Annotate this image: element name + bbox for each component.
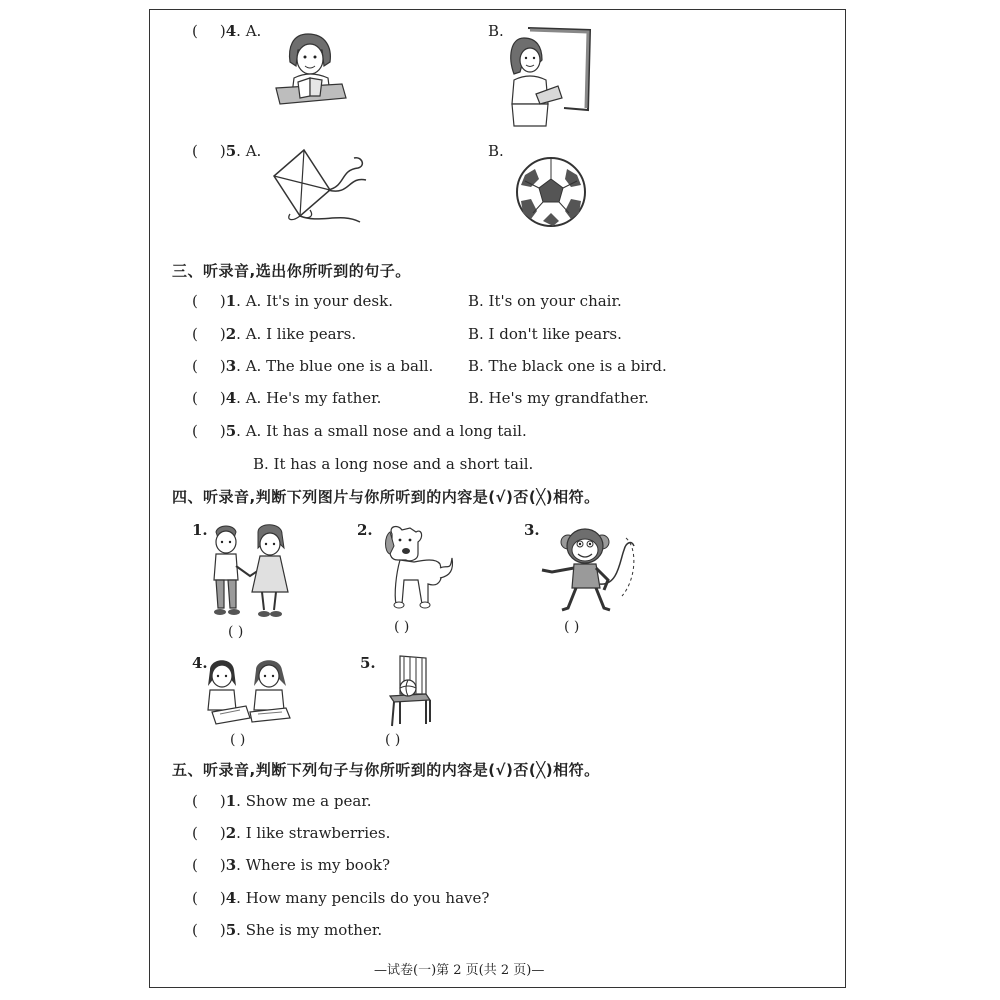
answer-paren-p3-q1[interactable]: ( )1. A. It's in your desk. bbox=[192, 292, 393, 310]
answer-paren-p5-q5[interactable]: ( )5. She is my mother. bbox=[192, 921, 383, 939]
girls-reading-icon bbox=[206, 656, 296, 726]
monkey-icon bbox=[538, 520, 638, 616]
option-b-label: B. bbox=[488, 22, 504, 40]
answer-paren-p5-q1[interactable]: ( )1. Show me a pear. bbox=[192, 792, 372, 810]
option-b-text: B. It's on your chair. bbox=[468, 292, 622, 310]
answer-paren-p3-q5[interactable]: ( )5. A. It has a small nose and a long tail. bbox=[192, 422, 527, 440]
picture-number: 4. bbox=[192, 654, 208, 672]
answer-paren-p3-q2[interactable]: ( )2. A. I like pears. bbox=[192, 325, 357, 343]
picture-number: 5. bbox=[360, 654, 376, 672]
soccer-ball-icon bbox=[515, 155, 587, 229]
teacher-blackboard-icon bbox=[506, 24, 594, 128]
page-footer: —试卷(一)第 2 页(共 2 页)— bbox=[374, 963, 545, 978]
picture-number: 3. bbox=[524, 521, 540, 539]
answer-paren-p2-q4[interactable]: ( )4. A. bbox=[192, 22, 262, 40]
answer-paren-p5-q4[interactable]: ( )4. How many pencils do you have? bbox=[192, 889, 490, 907]
picture-number: 1. bbox=[192, 521, 208, 539]
answer-paren-p4-4[interactable]: ( ) bbox=[230, 732, 246, 748]
answer-paren-p5-q2[interactable]: ( )2. I like strawberries. bbox=[192, 824, 391, 842]
section-heading-part3: 三、听录音,选出你所听到的句子。 bbox=[172, 262, 411, 280]
children-handshake-icon bbox=[208, 522, 292, 622]
option-b-text: B. I don't like pears. bbox=[468, 325, 622, 343]
answer-paren-p5-q3[interactable]: ( )3. Where is my book? bbox=[192, 856, 390, 874]
answer-paren-p4-3[interactable]: ( ) bbox=[564, 619, 580, 635]
girl-reading-icon bbox=[270, 26, 350, 106]
kite-icon bbox=[270, 146, 370, 230]
answer-paren-p4-1[interactable]: ( ) bbox=[228, 624, 244, 640]
option-b-label: B. bbox=[488, 142, 504, 160]
option-b-text: B. The black one is a bird. bbox=[468, 357, 667, 375]
section-heading-part4: 四、听录音,判断下列图片与你所听到的内容是(√)否(╳)相符。 bbox=[172, 488, 600, 506]
option-b-text: B. It has a long nose and a short tail. bbox=[253, 455, 534, 473]
answer-paren-p3-q4[interactable]: ( )4. A. He's my father. bbox=[192, 389, 382, 407]
answer-paren-p4-2[interactable]: ( ) bbox=[394, 619, 410, 635]
dog-icon bbox=[384, 524, 456, 610]
chair-ball-icon bbox=[386, 654, 432, 728]
answer-paren-p3-q3[interactable]: ( )3. A. The blue one is a ball. bbox=[192, 357, 434, 375]
answer-paren-p4-5[interactable]: ( ) bbox=[385, 732, 401, 748]
picture-number: 2. bbox=[357, 521, 373, 539]
option-b-text: B. He's my grandfather. bbox=[468, 389, 649, 407]
answer-paren-p2-q5[interactable]: ( )5. A. bbox=[192, 142, 262, 160]
section-heading-part5: 五、听录音,判断下列句子与你所听到的内容是(√)否(╳)相符。 bbox=[172, 761, 600, 779]
